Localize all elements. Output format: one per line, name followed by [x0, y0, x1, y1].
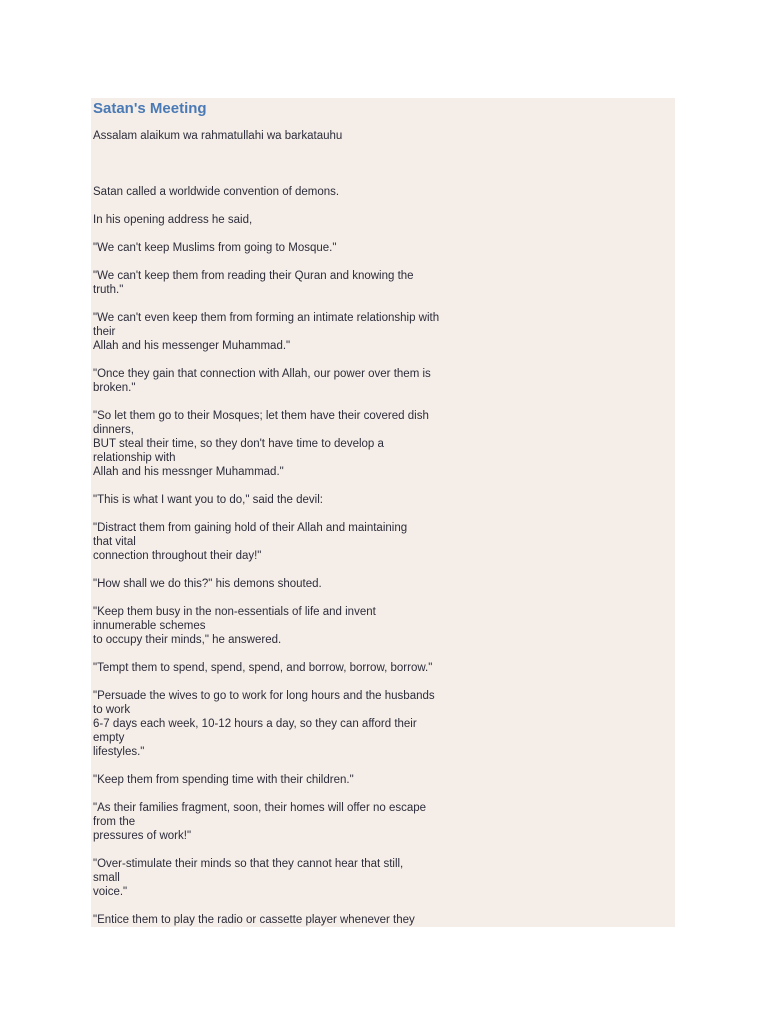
text-line: "Over-stimulate their minds so that they cannot hear that still, [93, 858, 404, 870]
text-line: to occupy their minds," he answered. [93, 634, 282, 646]
text-line: innumerable schemes [93, 620, 206, 632]
text-line: "Distract them from gaining hold of their Allah and maintaining [93, 522, 408, 534]
text-line: "We can't keep Muslims from going to Mosque." [93, 242, 337, 254]
text-line: "Entice them to play the radio or cassette player whenever they [93, 914, 415, 926]
paragraph [93, 493, 493, 507]
paragraph [93, 213, 493, 227]
text-line: "This is what I want you to do," said the devil: [93, 494, 323, 506]
text-line: to work [93, 704, 131, 716]
paragraph [93, 311, 493, 353]
paragraph [93, 689, 493, 759]
paragraph [93, 661, 493, 675]
text-line: Satan called a worldwide convention of demons. [93, 186, 340, 198]
text-line: their [93, 326, 116, 338]
text-line: "Once they gain that connection with Allah, our power over them is [93, 368, 431, 380]
text-line: connection throughout their day!" [93, 550, 262, 562]
paragraph [93, 409, 493, 479]
text-line: lifestyles." [93, 746, 145, 758]
text-line: truth." [93, 284, 124, 296]
text-line: In his opening address he said, [93, 214, 253, 226]
paragraph [93, 605, 493, 647]
text-line: pressures of work!" [93, 830, 192, 842]
paragraph [93, 269, 493, 297]
text-line: "So let them go to their Mosques; let them have their covered dish [93, 410, 429, 422]
document-title: Satan's Meeting [93, 100, 207, 117]
text-line: Allah and his messenger Muhammad." [93, 340, 291, 352]
text-line: "We can't even keep them from forming an intimate relationship with [93, 312, 440, 324]
text-line: that vital [93, 536, 136, 548]
paragraph [93, 577, 493, 591]
text-line: BUT steal their time, so they don't have time to develop a [93, 438, 384, 450]
document-body [93, 129, 493, 927]
text-line: 6-7 days each week, 10-12 hours a day, so they can afford their [93, 718, 417, 730]
text-line: dinners, [93, 424, 134, 436]
text-line: voice." [93, 886, 128, 898]
paragraph [93, 773, 493, 787]
text-line: broken." [93, 382, 136, 394]
text-line: Assalam alaikum wa rahmatullahi wa barkatauhu [93, 130, 343, 142]
paragraph [93, 241, 493, 255]
text-line: "As their families fragment, soon, their homes will offer no escape [93, 802, 427, 814]
paragraph [93, 913, 493, 927]
paragraph [93, 129, 493, 143]
paragraph [93, 185, 493, 199]
text-line: empty [93, 732, 125, 744]
text-line: "Keep them busy in the non-essentials of life and invent [93, 606, 376, 618]
text-line: small [93, 872, 120, 884]
text-line: "We can't keep them from reading their Quran and knowing the [93, 270, 414, 282]
paragraph [93, 367, 493, 395]
paragraph [93, 801, 493, 843]
paragraph [93, 857, 493, 899]
text-line: "Keep them from spending time with their children." [93, 774, 354, 786]
text-line: Allah and his messnger Muhammad." [93, 466, 284, 478]
text-line: from the [93, 816, 136, 828]
text-line: relationship with [93, 452, 176, 464]
text-line: "Persuade the wives to go to work for long hours and the husbands [93, 690, 435, 702]
document-page [91, 98, 675, 927]
text-line: "Tempt them to spend, spend, spend, and borrow, borrow, borrow." [93, 662, 433, 674]
paragraph [93, 521, 493, 563]
text-line: "How shall we do this?" his demons shouted. [93, 578, 322, 590]
